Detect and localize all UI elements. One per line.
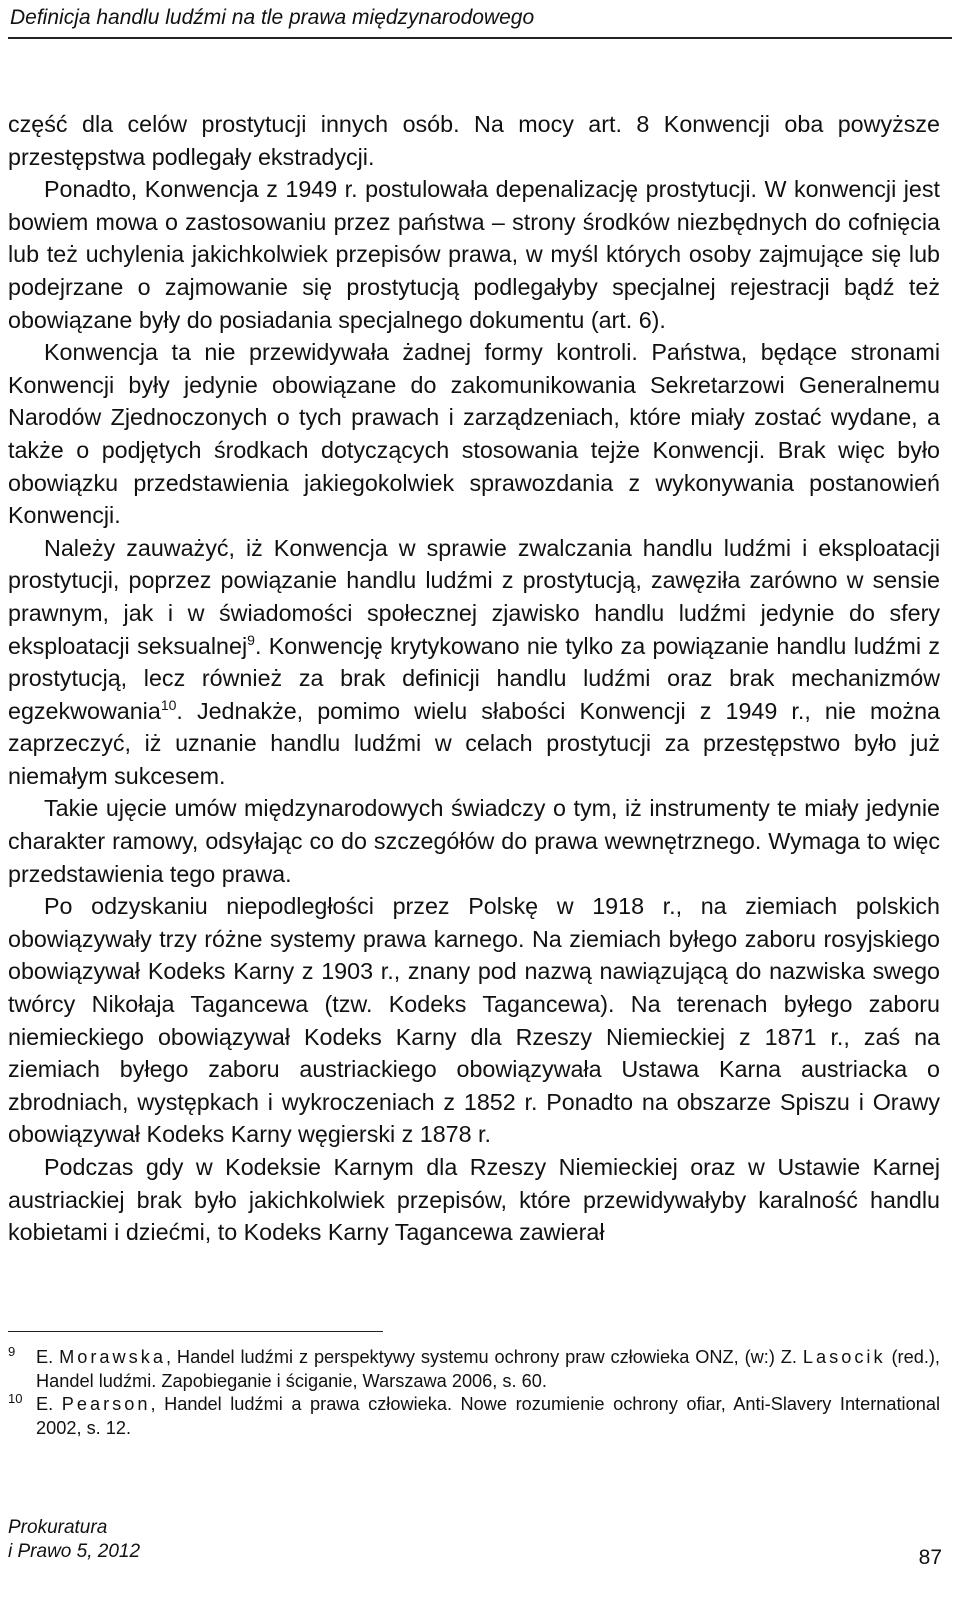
running-header-title: Definicja handlu ludźmi na tle prawa międzynarodowego bbox=[10, 6, 535, 29]
publication-name: Prokuratura bbox=[8, 1517, 108, 1538]
paragraph-text: . Jednakże, pomimo wielu słabości Konwencji z 1949 r., nie można zaprzeczyć, iż uznanie handlu ludźmi w celach prostytucji za przestępstwo było już niemałym sukcesem. bbox=[8, 697, 940, 789]
footnote: 10 E. Pearson, Handel ludźmi a prawa człowieka. Nowe rozumienie ochrony ofiar, Anti-Slavery International 2002, s. 12. bbox=[8, 1393, 940, 1440]
paragraph: Ponadto, Konwencja z 1949 r. postulowała depenalizację prostytucji. W konwencji jest bowiem mowa o zastosowaniu przez państwa – strony środków niezbędnych do cofnięcia lub też uchylenia jakichkolwiek przepisów prawa, w myśl których osoby zajmujące się lub podejrzane o zajmowanie się prostytucją podlegałyby specjalnej rejestracji bądź też obowiązane były do posiadania specjalnego dokumentu (art. 6). bbox=[8, 176, 940, 333]
paragraph: Po odzyskaniu niepodległości przez Polskę w 1918 r., na ziemiach polskich obowiązywały trzy różne systemy prawa karnego. Na ziemiach byłego zaboru rosyjskiego obowiązywał Kodeks Karny z 1903 r., znany pod nazwą nawiązującą do nazwiska swego twórcy Nikołaja Tagancewa (tzw. Kodeks Tagancewa). Na terenach byłego zaboru niemieckiego obowiązywał Kodeks Karny dla Rzeszy Niemieckiej z 1871 r., zaś na ziemiach byłego zaboru austriackiego obowiązywała Ustawa Karna austriacka o zbrodniach, występkach i wykroczeniach z 1852 r. Ponadto na obszarze Spiszu i Orawy obowiązywał Kodeks Karny węgierski z 1878 r. bbox=[8, 893, 940, 1148]
paragraph bbox=[8, 532, 940, 793]
footnote-editor: Lasocik bbox=[802, 1347, 886, 1367]
publication-issue: i Prawo 5, 2012 bbox=[8, 1541, 141, 1562]
running-header bbox=[8, 4, 952, 39]
footnote-ref: 10 bbox=[160, 696, 177, 713]
footnotes bbox=[8, 1346, 940, 1440]
paragraph-text: . Konwencję krytykowano nie tylko za powiązanie handlu ludźmi z prostytucją, lecz również za brak definicji handlu ludźmi oraz brak mechanizmów egzekwowania bbox=[8, 632, 941, 724]
footnote-ref: 9 bbox=[247, 631, 255, 648]
footnote-author: Pearson bbox=[61, 1394, 151, 1414]
header-divider bbox=[8, 37, 952, 39]
footnote-author: Morawska bbox=[59, 1347, 166, 1367]
footnote-number: 10 bbox=[8, 1391, 23, 1406]
main-text bbox=[8, 108, 940, 1249]
paragraph: część dla celów prostytucji innych osób. Na mocy art. 8 Konwencji oba powyższe przestępstwa podlegały ekstradycji. bbox=[8, 111, 940, 170]
footnote-number: 9 bbox=[8, 1344, 16, 1359]
footnote-divider bbox=[8, 1331, 383, 1332]
paragraph: Podczas gdy w Kodeksie Karnym dla Rzeszy Niemieckiej oraz w Ustawie Karnej austriackiej brak było jakichkolwiek przepisów, które przewidywałyby karalność handlu kobietami i dziećmi, to Kodeks Karny Tagancewa zawierał bbox=[8, 1154, 940, 1246]
page-footer bbox=[8, 1516, 952, 1576]
page-number: 87 bbox=[918, 1546, 942, 1569]
paragraph-text: Należy zauważyć, iż Konwencja w sprawie zwalczania handlu ludźmi i eksploatacji prostytucji, poprzez powiązanie handlu ludźmi z prostytucją, zawęziła zarówno w sensie prawnym, jak i w świadomości społecznej zjawisko handlu ludźmi jedynie do sfery eksploatacji seksualnej bbox=[8, 534, 940, 659]
footnote: 9 E. Morawska, Handel ludźmi z perspektywy systemu ochrony praw człowieka ONZ, (w:) Z. Lasocik (red.), Handel ludźmi. Zapobieganie i ściganie, Warszawa 2006, s. 60. bbox=[8, 1346, 940, 1393]
paragraph: Konwencja ta nie przewidywała żadnej formy kontroli. Państwa, będące stronami Konwencji były jedynie obowiązane do zakomunikowania Sekretarzowi Generalnemu Narodów Zjednoczonych o tych prawach i zarządzeniach, które miały zostać wydane, a także o podjętych środkach dotyczących stosowania tejże Konwencji. Brak więc było obowiązku przedstawienia jakiegokolwiek sprawozdania z wykonywania postanowień Konwencji. bbox=[8, 339, 940, 529]
paragraph: Takie ujęcie umów międzynarodowych świadczy o tym, iż instrumenty te miały jedynie charakter ramowy, odsyłając co do szczegółów do prawa wewnętrznego. Wymaga to więc przedstawienia tego prawa. bbox=[8, 795, 940, 887]
